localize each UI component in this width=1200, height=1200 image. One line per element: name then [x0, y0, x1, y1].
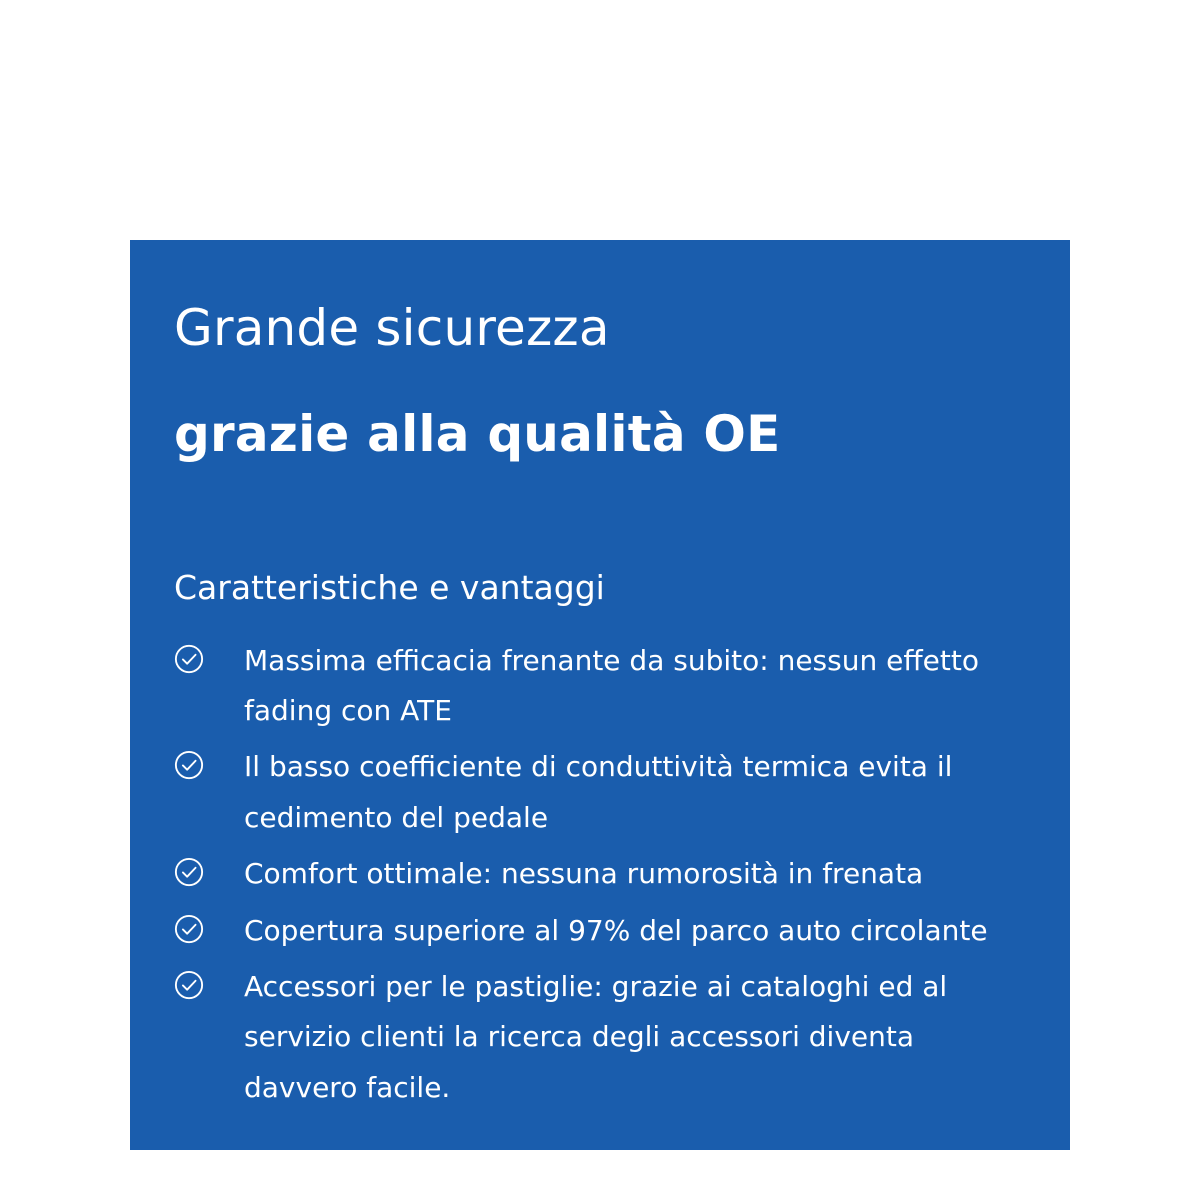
- benefit-text: Massima efficacia frenante da subito: nessun effetto fading con ATE: [244, 643, 979, 727]
- headline-line-2: grazie alla qualità OE: [174, 404, 781, 463]
- check-circle-icon: [174, 636, 218, 674]
- list-item: [174, 636, 1010, 737]
- headline-line-1: Grande sicurezza: [174, 299, 610, 357]
- benefits-list: [174, 608, 1010, 1114]
- benefit-text: Il basso coefficiente di conduttività termica evita il cedimento del pedale: [244, 750, 953, 834]
- list-item: [174, 742, 1010, 843]
- list-item: [174, 962, 1010, 1113]
- benefit-text: Accessori per le pastiglie: grazie ai cataloghi ed al servizio clienti la ricerca degli accessori diventa davvero facile.: [244, 969, 948, 1104]
- benefit-text: Comfort ottimale: nessuna rumorosità in frenata: [244, 857, 924, 891]
- list-item: [174, 906, 1010, 956]
- check-circle-icon: [174, 849, 218, 887]
- check-circle-icon: [174, 742, 218, 780]
- check-circle-icon: [174, 906, 218, 944]
- benefit-text: Copertura superiore al 97% del parco auto circolante: [244, 913, 988, 947]
- list-item: [174, 849, 1010, 899]
- feature-panel: [130, 240, 1070, 1150]
- benefits-subheading: Caratteristiche e vantaggi: [174, 568, 605, 607]
- check-circle-icon: [174, 962, 218, 1000]
